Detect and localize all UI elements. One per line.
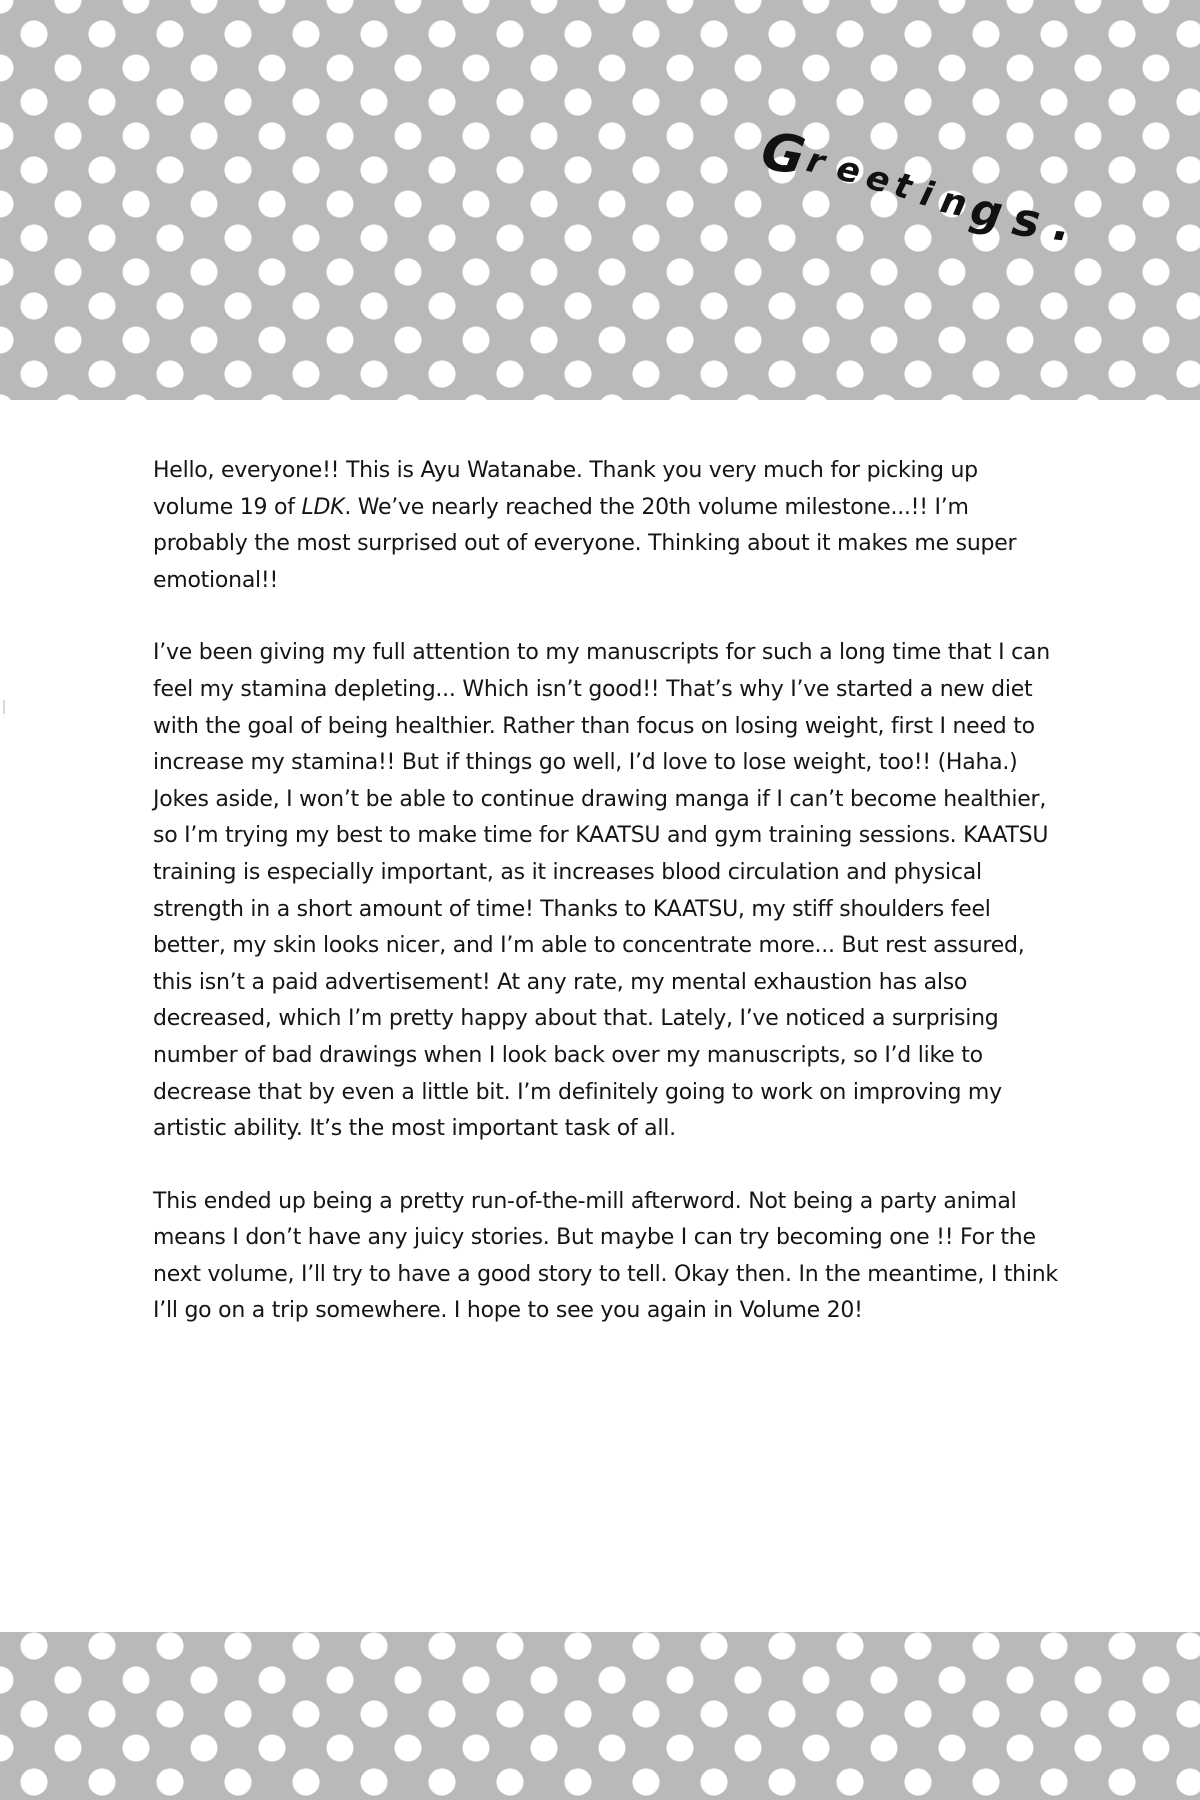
polka-dot-footer-band [0, 1632, 1200, 1800]
title-letter: i [916, 173, 938, 216]
title-letter: e [832, 148, 865, 193]
title-letter: r [802, 140, 829, 184]
greetings-title [755, 118, 1155, 268]
greetings-title-lettering [755, 118, 1155, 268]
title-letter: s [1009, 191, 1044, 249]
paragraph-closing: This ended up being a pretty run-of-the-mill afterword. Not being a party animal means I don’t have any juicy stories. But maybe I can try becoming one !! For the next volume, I’ll try to have a good story to tell. Okay then. In the meantime, I think I’ll go on a trip somewhere. I hope to see you again in Volume 20! [153, 1188, 1058, 1324]
series-title-ldk: LDK [301, 494, 345, 520]
paragraph-diet: I’ve been giving my full attention to my manuscripts for such a long time that I can feel my stamina depleting... Which isn’t good!! That’s why I’ve started a new diet with the goal of being healthier. Rather than focus on losing weight, first I need to increase my stamina!! But if things go well, I’d love to lose weight, too!! (Haha.) Jokes aside, I won’t be able to continue drawing manga if I can’t become healthier, so I’m trying my best to make time for KAATSU and gym training sessions. KAATSU training is especially important, as it increases blood circulation and physical strength in a short amount of time! Thanks to KAATSU, my stiff shoulders feel better, my skin looks nicer, and I’m able to concentrate more... But rest assured, this isn’t a paid advertisement! At any rate, my mental exhaustion has also decreased, which I’m pretty happy about that. Lately, I’ve noticed a surprising number of bad drawings when I look back over my manuscripts, so I’d like to decrease that by even a little bit. I’m definitely going to work on improving my artistic ability. It’s the most important task of all. [153, 640, 1050, 1142]
title-letter: G [756, 121, 810, 188]
title-letter: t [889, 164, 917, 208]
title-letter: . [1050, 196, 1074, 252]
title-letter: g [966, 183, 1007, 240]
paragraph-intro [153, 453, 1058, 599]
title-letter: e [861, 156, 896, 203]
paragraph-intro-text-2: . We’ve nearly reached the 20th volume milestone...!! I’m probably the most surprised out of everyone. Thinking about it makes me super emotional!! [153, 494, 1017, 593]
paragraph-intro-text-1: Hello, everyone!! This is Ayu Watanabe. Thank you very much for picking up volume 19 of [153, 458, 978, 520]
title-letter: n [936, 179, 971, 226]
afterword-text [153, 453, 1058, 1366]
page-edge-mark [3, 700, 5, 714]
